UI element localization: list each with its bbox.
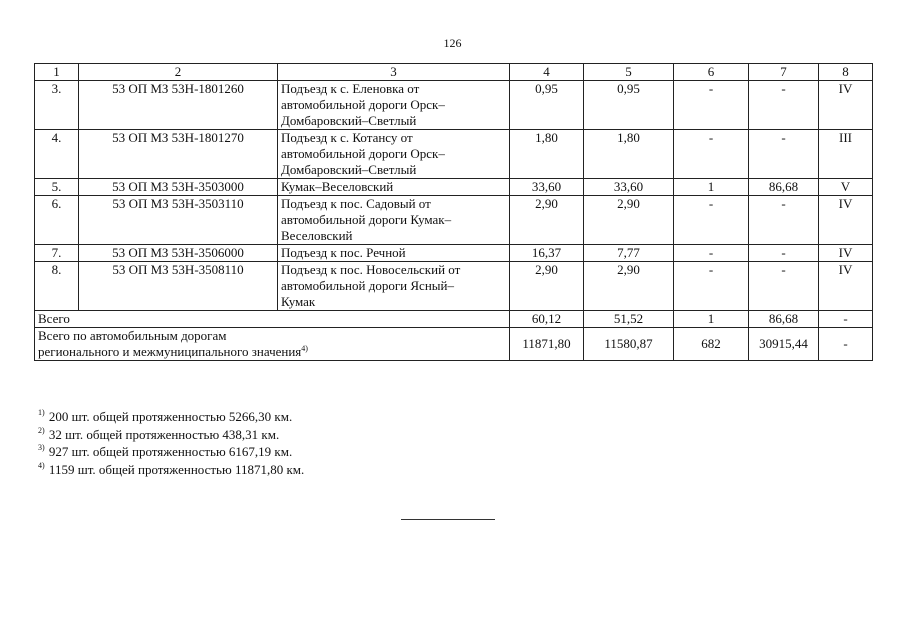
value-cell: 7,77: [584, 245, 674, 262]
road-code-cell: 53 ОП МЗ 53Н-3503000: [79, 179, 278, 196]
road-name-line: Кумак: [281, 294, 316, 309]
road-name-line: автомобильной дороги Орск–: [281, 146, 445, 161]
footnote-mark: 2): [38, 425, 45, 435]
grand-total-cell: 11580,87: [584, 328, 674, 361]
footnote-mark: 1): [38, 408, 45, 417]
value-cell: 0,95: [584, 81, 674, 130]
footnote: [38, 408, 304, 426]
value-cell: -: [749, 81, 819, 130]
value-cell: 33,60: [510, 179, 584, 196]
road-name-cell: [278, 196, 510, 245]
footnote: [38, 461, 304, 479]
divider: [401, 519, 495, 520]
page-number: 126: [443, 36, 462, 50]
road-name-line: Подъезд к пос. Садовый от: [281, 196, 431, 211]
footnotes: [38, 408, 304, 478]
column-header: 3: [278, 64, 510, 81]
footnote-mark: 4): [301, 344, 308, 353]
total-cell: 1: [674, 311, 749, 328]
road-code-cell: 53 ОП МЗ 53Н-3508110: [79, 262, 278, 311]
total-row: [35, 311, 873, 328]
road-code-cell: 53 ОП МЗ 53Н-3506000: [79, 245, 278, 262]
grand-total-cell: 30915,44: [749, 328, 819, 361]
value-cell: -: [749, 130, 819, 179]
road-name-cell: [278, 81, 510, 130]
value-cell: 1: [674, 179, 749, 196]
grand-total-label-line: [38, 344, 506, 360]
road-name-line: Подъезд к с. Котансу от: [281, 130, 413, 145]
road-name-cell: [278, 130, 510, 179]
table-row: [35, 196, 873, 245]
road-name-cell: [278, 245, 510, 262]
road-name-line: автомобильной дороги Ясный–: [281, 278, 454, 293]
table-header-row: [35, 64, 873, 81]
value-cell: -: [674, 130, 749, 179]
table-row: [35, 130, 873, 179]
table-row: [35, 245, 873, 262]
grand-total-cell: -: [819, 328, 873, 361]
value-cell: 1,80: [510, 130, 584, 179]
value-cell: 1,80: [584, 130, 674, 179]
road-name-line: Домбаровский–Светлый: [281, 113, 417, 128]
row-number-cell: 6.: [35, 196, 79, 245]
footnote: [38, 426, 304, 444]
value-cell: 2,90: [510, 196, 584, 245]
value-cell: -: [674, 245, 749, 262]
footnote-mark: 4): [38, 460, 45, 470]
value-cell: 86,68: [749, 179, 819, 196]
row-number-cell: 7.: [35, 245, 79, 262]
total-cell: 86,68: [749, 311, 819, 328]
column-header: 4: [510, 64, 584, 81]
total-cell: 60,12: [510, 311, 584, 328]
column-header: 7: [749, 64, 819, 81]
column-header: 1: [35, 64, 79, 81]
value-cell: 33,60: [584, 179, 674, 196]
road-name-line: Подъезд к с. Еленовка от: [281, 81, 420, 96]
value-cell: -: [749, 196, 819, 245]
total-label: Всего: [35, 311, 510, 328]
value-cell: IV: [819, 262, 873, 311]
road-code-cell: 53 ОП МЗ 53Н-1801260: [79, 81, 278, 130]
footnote-mark: 3): [38, 443, 45, 452]
value-cell: 2,90: [584, 196, 674, 245]
footnote: [38, 443, 304, 461]
road-code-cell: 53 ОП МЗ 53Н-1801270: [79, 130, 278, 179]
table-row: [35, 179, 873, 196]
grand-total-label-text: регионального и межмуниципального значения: [38, 344, 302, 359]
grand-total-label: [35, 328, 510, 361]
value-cell: IV: [819, 245, 873, 262]
row-number-cell: 5.: [35, 179, 79, 196]
table-row: [35, 262, 873, 311]
value-cell: -: [674, 81, 749, 130]
grand-total-cell: 682: [674, 328, 749, 361]
value-cell: III: [819, 130, 873, 179]
grand-total-row: [35, 328, 873, 361]
total-cell: -: [819, 311, 873, 328]
road-name-cell: [278, 262, 510, 311]
row-number-cell: 8.: [35, 262, 79, 311]
column-header: 8: [819, 64, 873, 81]
road-name-line: Веселовский: [281, 228, 353, 243]
grand-total-label-line: Всего по автомобильным дорогам: [38, 328, 227, 343]
table-row: [35, 81, 873, 130]
footnote-text: 927 шт. общей протяженностью 6167,19 км.: [48, 444, 293, 459]
column-header: 6: [674, 64, 749, 81]
footnote-text: 1159 шт. общей протяженностью 11871,80 км.: [48, 461, 305, 477]
road-name-line: Подъезд к пос. Речной: [281, 245, 406, 260]
total-cell: 51,52: [584, 311, 674, 328]
value-cell: 16,37: [510, 245, 584, 262]
road-name-line: автомобильной дороги Кумак–: [281, 212, 452, 227]
value-cell: -: [674, 196, 749, 245]
grand-total-cell: 11871,80: [510, 328, 584, 361]
footnote-text: 200 шт. общей протяженностью 5266,30 км.: [48, 409, 293, 424]
road-name-line: Кумак–Веселовский: [281, 179, 394, 194]
road-code-cell: 53 ОП МЗ 53Н-3503110: [79, 196, 278, 245]
value-cell: -: [674, 262, 749, 311]
column-header: 2: [79, 64, 278, 81]
value-cell: -: [749, 245, 819, 262]
column-header: 5: [584, 64, 674, 81]
value-cell: IV: [819, 81, 873, 130]
value-cell: IV: [819, 196, 873, 245]
road-name-line: автомобильной дороги Орск–: [281, 97, 445, 112]
value-cell: -: [749, 262, 819, 311]
row-number-cell: 3.: [35, 81, 79, 130]
road-name-cell: [278, 179, 510, 196]
road-name-line: Подъезд к пос. Новосельский от: [281, 262, 461, 277]
road-name-line: Домбаровский–Светлый: [281, 162, 417, 177]
roads-table: [34, 63, 873, 361]
value-cell: V: [819, 179, 873, 196]
value-cell: 0,95: [510, 81, 584, 130]
value-cell: 2,90: [510, 262, 584, 311]
footnote-text: 32 шт. общей протяженностью 438,31 км.: [48, 426, 280, 442]
row-number-cell: 4.: [35, 130, 79, 179]
value-cell: 2,90: [584, 262, 674, 311]
